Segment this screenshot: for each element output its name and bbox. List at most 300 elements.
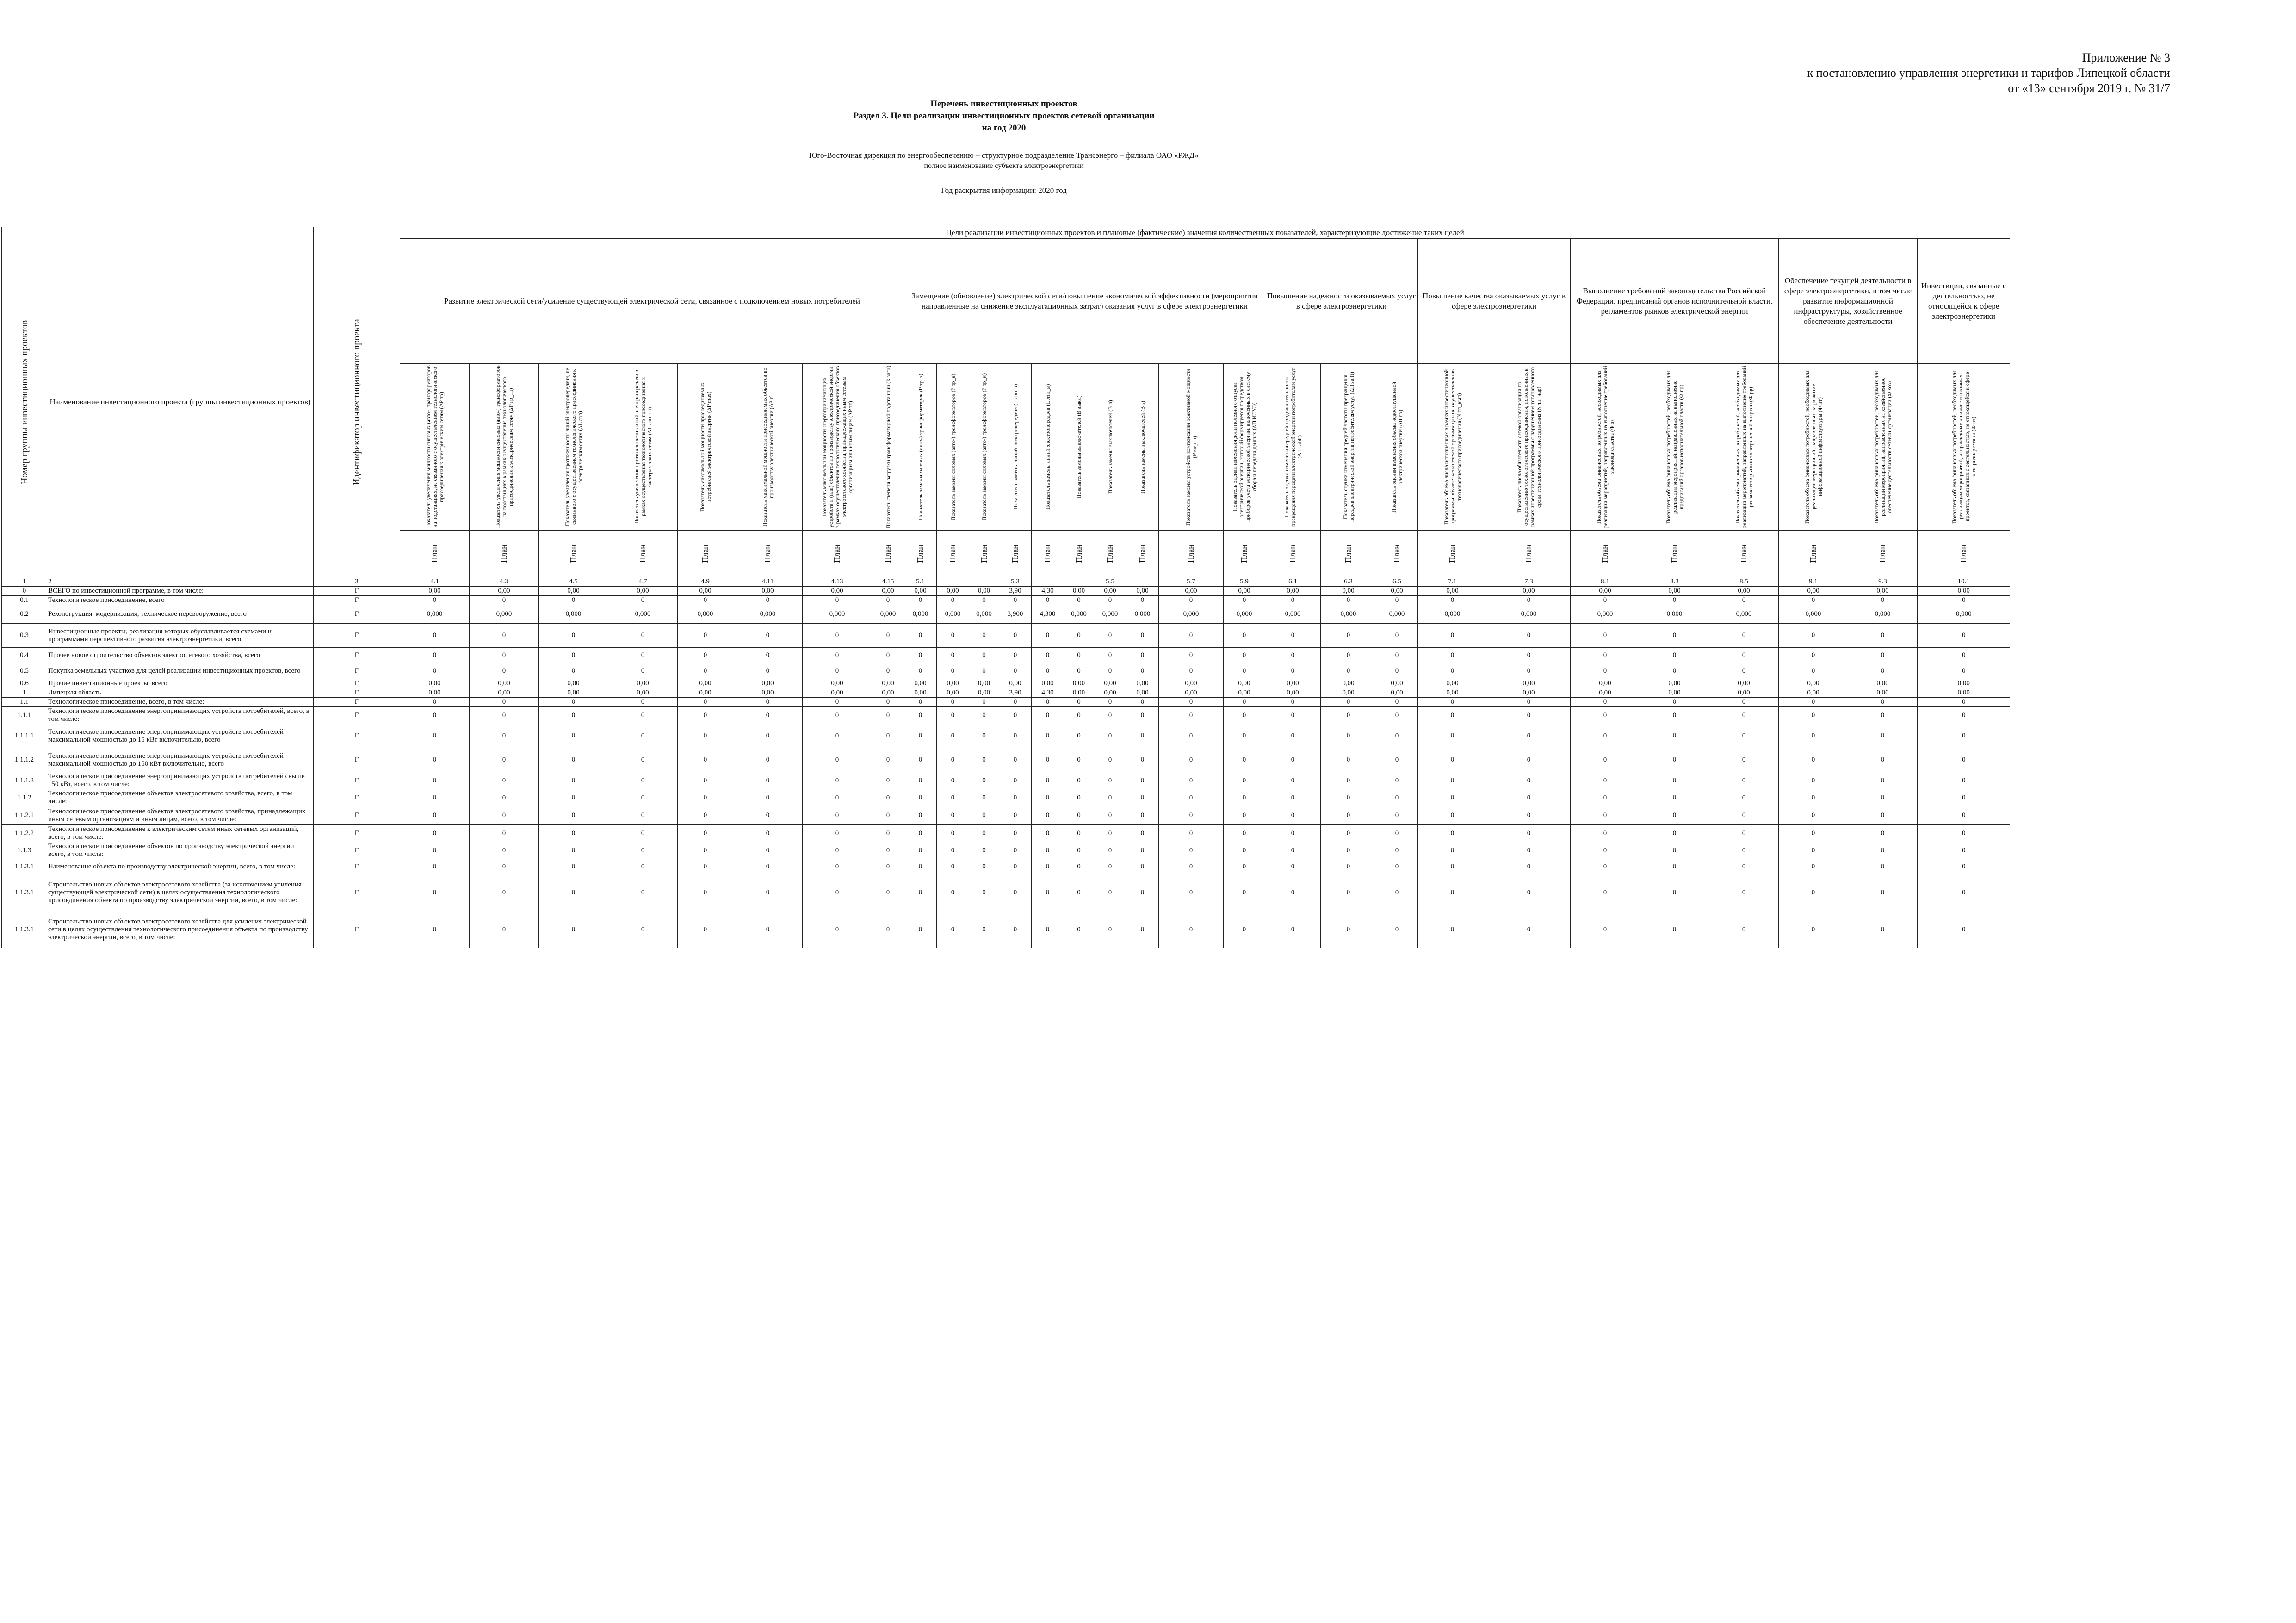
row-value: 0 [1032,806,1064,825]
indicator-header: Показатель оценки изменения доли полезного отпуска электрической энергии, который формируется посредством приборов учета электрической энергии, включенных в систему сбора и передачи данных (ΔП ИСУЭ) [1224,364,1265,531]
row-value: 0 [1321,911,1376,948]
row-value: 0,000 [1918,605,2010,624]
row-value: 0 [1918,724,2010,748]
row-value: 0 [608,663,678,679]
row-value: 0 [1918,911,2010,948]
row-value: 0 [937,874,969,911]
table-row [2,663,2010,679]
indicator-header: Показатель объема финансовых потребностей, необходимых для реализации мероприятий, направленных на выполнение предписаний органов исполнительной власти (Ф пр) [1640,364,1709,531]
row-value: 0 [904,724,937,748]
row-value: 0,00 [1571,688,1640,698]
row-number: 1.1.1.3 [2,772,47,789]
row-value: 0 [1265,842,1321,859]
row-value: 0 [969,748,999,772]
row-value: 0 [1159,596,1224,605]
row-value: 0 [1418,724,1487,748]
row-value: 0 [937,648,969,663]
row-value: 0 [1094,648,1126,663]
row-value: 0 [999,842,1032,859]
row-value: 0 [1265,911,1321,948]
plan-label: План [1918,531,2010,577]
row-value: 0 [937,748,969,772]
row-value: 0 [1571,789,1640,806]
row-value: 0 [1418,842,1487,859]
row-project-id: Г [314,806,400,825]
row-value: 0 [1094,748,1126,772]
row-value: 0 [608,724,678,748]
row-value: 0 [803,772,872,789]
row-value: 0 [904,648,937,663]
row-value: 0 [1224,772,1265,789]
row-value: 0,00 [1709,679,1779,688]
column-number: 4.1 [400,577,470,587]
row-value: 0,00 [400,679,470,688]
row-project-name: Инвестиционные проекты, реализация которых обуславливается схемами и программами перспективного развития электроэнергетики, всего [47,624,314,648]
header-project-name: Наименование инвестиционного проекта (группы инвестиционных проектов) [47,227,314,577]
plan-label: План [470,531,539,577]
column-number: 2 [47,577,314,587]
row-value: 0 [1918,648,2010,663]
row-value: 0 [1848,806,1918,825]
row-value: 0 [539,648,608,663]
row-value: 0 [470,663,539,679]
row-value: 0,00 [539,688,608,698]
plan-label: План [608,531,678,577]
group-legal-requirements: Выполнение требований законодательства Российской Федерации, предписаний органов исполнительной власти, регламентов рынков электрической энергии [1571,239,1779,364]
row-value: 0 [678,911,733,948]
column-number: 1 [2,577,47,587]
row-value: 0 [1376,663,1418,679]
row-value: 0 [1094,596,1126,605]
row-value: 0 [1779,789,1848,806]
row-value: 0 [1126,806,1159,825]
row-value: 0 [1032,789,1064,806]
plan-label: План [1571,531,1640,577]
row-value: 0 [1224,825,1265,842]
row-value: 0,000 [1126,605,1159,624]
row-value: 0 [969,911,999,948]
row-value: 3,900 [999,605,1032,624]
row-value: 0,00 [1265,688,1321,698]
row-value: 0,00 [1779,679,1848,688]
indicator-header: Показатель степени загрузки трансформаторной подстанции (k загр) [872,364,904,531]
row-value: 0 [1848,789,1918,806]
row-value: 0 [1224,911,1265,948]
row-number: 0.2 [2,605,47,624]
row-value: 0 [872,748,904,772]
row-value: 0 [1265,648,1321,663]
row-number: 1.1.1 [2,707,47,724]
row-value: 0 [1640,596,1709,605]
row-value: 0,00 [872,688,904,698]
row-value: 0 [1265,806,1321,825]
plan-label: План [1064,531,1094,577]
row-value: 0,00 [678,688,733,698]
row-value: 0 [400,772,470,789]
row-value: 0 [872,772,904,789]
row-value: 0 [1126,698,1159,707]
row-project-name: Технологическое присоединение энергопринимающих устройств потребителей, всего, в том числе: [47,707,314,724]
row-value: 0 [803,663,872,679]
plan-label: План [904,531,937,577]
row-value: 0 [1779,859,1848,874]
row-number: 1.1.2 [2,789,47,806]
row-value: 0 [1571,911,1640,948]
row-value: 0,00 [1487,688,1571,698]
row-value: 0 [1032,874,1064,911]
row-value: 0 [678,859,733,874]
row-value: 0 [1571,648,1640,663]
row-value: 0 [1779,698,1848,707]
row-value: 0 [999,789,1032,806]
row-value: 0 [1159,648,1224,663]
row-value: 0 [1779,596,1848,605]
row-value: 0 [1571,842,1640,859]
row-value: 0 [1709,806,1779,825]
row-value: 0 [678,789,733,806]
row-number: 1.1 [2,698,47,707]
row-value: 0 [803,825,872,842]
row-value: 0 [1418,911,1487,948]
row-value: 0,00 [904,688,937,698]
row-number: 0 [2,587,47,596]
row-value: 0 [539,596,608,605]
row-value: 0,000 [1159,605,1224,624]
row-value: 0,00 [1848,679,1918,688]
column-number [1126,577,1159,587]
row-value: 0,00 [1779,587,1848,596]
row-value: 0 [872,707,904,724]
row-value: 0 [803,748,872,772]
row-value: 0 [1376,842,1418,859]
row-value: 0,00 [608,688,678,698]
row-value: 0 [1848,772,1918,789]
plan-label: План [1779,531,1848,577]
row-value: 0 [539,663,608,679]
column-number: 6.3 [1321,577,1376,587]
row-value: 0 [400,874,470,911]
row-value: 0 [1159,842,1224,859]
row-value: 0,000 [1321,605,1376,624]
row-value: 0 [1224,707,1265,724]
row-value: 0,00 [1918,587,2010,596]
row-project-name: Технологическое присоединение объектов электросетевого хозяйства, принадлежащих иным сетевым организациям и иным лицам, всего, в том числе: [47,806,314,825]
row-value: 0,00 [470,679,539,688]
row-value: 0 [608,842,678,859]
row-value: 0 [400,789,470,806]
row-value: 0,00 [1224,679,1265,688]
row-value: 0 [1321,707,1376,724]
indicator-header: Показатель объема финансовых потребностей, необходимых для реализации мероприятий, направленных на выполнение требований регламентов рынков электрической энергии (Ф рр) [1709,364,1779,531]
plan-label: План [733,531,803,577]
indicator-header: Показатель замены выключателей (В н) [1094,364,1126,531]
table-row [2,624,2010,648]
row-value: 0 [608,648,678,663]
row-value: 0 [1640,624,1709,648]
row-value: 0 [999,806,1032,825]
column-number: 6.1 [1265,577,1321,587]
row-value: 0 [1709,596,1779,605]
row-value: 0 [904,698,937,707]
row-value: 0 [1032,842,1064,859]
row-value: 0,00 [1848,688,1918,698]
row-value: 0 [904,772,937,789]
column-number: 4.7 [608,577,678,587]
row-value: 0 [1094,707,1126,724]
row-project-name: Реконструкция, модернизация, техническое перевооружение, всего [47,605,314,624]
row-number: 1.1.3.1 [2,911,47,948]
table-row [2,596,2010,605]
row-value: 0,00 [1159,679,1224,688]
row-value: 0 [1418,596,1487,605]
row-value: 0 [999,624,1032,648]
row-value: 0 [1918,842,2010,859]
indicator-header: Показатель числа обязательств сетевой организации по осуществлению технологического присоединения, исполненных в рамках инвестиционной программы с нарушением установленного срока технологического присоединения (N тп_нар) [1487,364,1571,531]
row-value: 0,000 [470,605,539,624]
row-value: 0 [1779,842,1848,859]
row-value: 0,00 [1321,688,1376,698]
row-value: 0 [1418,789,1487,806]
row-value: 0 [999,859,1032,874]
row-value: 0 [1418,748,1487,772]
row-value: 0,00 [733,587,803,596]
row-value: 0 [1918,698,2010,707]
row-value: 0 [1779,624,1848,648]
row-number: 0.6 [2,679,47,688]
row-value: 0 [1265,874,1321,911]
row-value: 0 [1321,772,1376,789]
row-value: 0,00 [539,587,608,596]
row-value: 0,00 [400,688,470,698]
row-value: 0 [1224,789,1265,806]
row-value: 0 [1159,748,1224,772]
indicator-header: Показатель замены силовых (авто-) трансформаторов (Р тр_н) [969,364,999,531]
row-value: 0 [1126,648,1159,663]
row-value: 0 [1376,789,1418,806]
row-number: 1.1.3.1 [2,859,47,874]
table-row [2,842,2010,859]
row-value: 0 [1418,624,1487,648]
row-value: 0 [539,772,608,789]
row-value: 0 [400,806,470,825]
column-numbers-row [2,577,2010,587]
row-value: 0 [1918,663,2010,679]
row-value: 0 [1918,825,2010,842]
row-value: 0,00 [1159,688,1224,698]
row-value: 0,000 [1376,605,1418,624]
row-value: 0 [803,707,872,724]
table-row [2,806,2010,825]
row-project-id: Г [314,596,400,605]
row-value: 0,00 [999,679,1032,688]
row-value: 0 [733,825,803,842]
plan-label: План [1159,531,1224,577]
row-project-name: Технологическое присоединение, всего [47,596,314,605]
indicator-header: Показатель оценки изменения средней продолжительности прекращения передачи электрической энергии потребителям услуг (ΔП saidi) [1265,364,1321,531]
row-value: 0 [1032,698,1064,707]
row-value: 0 [1064,698,1094,707]
row-value: 0 [904,806,937,825]
row-number: 0.4 [2,648,47,663]
row-value: 0 [1064,859,1094,874]
row-value: 0 [1094,663,1126,679]
row-value: 0 [1224,842,1265,859]
row-value: 0 [1224,698,1265,707]
row-value: 0 [1321,874,1376,911]
row-value: 0 [937,789,969,806]
group-network-replacement: Замещение (обновление) электрической сети/повышение экономической эффективности (мероприятия направленные на снижение эксплуатационных затрат) оказания услуг в сфере электроэнергетики [904,239,1265,364]
row-value: 0 [1848,825,1918,842]
row-value: 0,00 [1376,688,1418,698]
row-value: 0,000 [937,605,969,624]
row-value: 0 [1709,789,1779,806]
plan-label: План [1321,531,1376,577]
row-value: 0 [1571,806,1640,825]
row-value: 0 [400,648,470,663]
row-value: 0 [999,911,1032,948]
row-value: 0,00 [1709,587,1779,596]
row-value: 0 [678,698,733,707]
title-line-1: Перечень инвестиционных проектов [930,99,1077,109]
row-value: 0 [969,825,999,842]
row-value: 0 [1064,911,1094,948]
plan-label: План [678,531,733,577]
column-number [1032,577,1064,587]
row-value: 0 [1571,748,1640,772]
row-value: 0 [1848,911,1918,948]
indicator-header: Показатель замены выключателей (В з) [1126,364,1159,531]
row-value: 0 [1094,772,1126,789]
row-value: 0,00 [803,679,872,688]
row-value: 0 [470,748,539,772]
row-value: 0,000 [608,605,678,624]
row-value: 0 [678,772,733,789]
row-value: 0 [1571,724,1640,748]
plan-label: План [999,531,1032,577]
row-value: 0 [539,874,608,911]
row-value: 0 [1487,724,1571,748]
row-value: 0 [999,663,1032,679]
row-value: 0 [937,698,969,707]
row-value: 0 [872,825,904,842]
row-value: 0 [1064,789,1094,806]
row-value: 0 [1126,859,1159,874]
row-value: 0 [539,748,608,772]
row-project-id: Г [314,605,400,624]
row-value: 0 [733,648,803,663]
row-value: 0 [1848,707,1918,724]
row-value: 0 [872,724,904,748]
row-value: 0 [937,772,969,789]
column-number: 5.7 [1159,577,1224,587]
row-value: 0 [1126,624,1159,648]
row-value: 0,000 [1848,605,1918,624]
row-value: 0 [1265,663,1321,679]
row-value: 0,000 [904,605,937,624]
row-value: 0 [1126,748,1159,772]
row-value: 0,000 [1265,605,1321,624]
row-value: 0 [1224,663,1265,679]
row-value: 0 [1032,911,1064,948]
row-project-name: Технологическое присоединение энергопринимающих устройств потребителей максимальной мощностью до 150 кВт включительно, всего [47,748,314,772]
row-value: 0 [539,624,608,648]
row-value: 0 [1848,874,1918,911]
row-value: 0 [999,825,1032,842]
row-value: 0 [733,748,803,772]
indicator-header: Показатель максимальной мощности энергопринимающих устройств и (или) объектов по производству электрической энергии в рамках осуществления технологического присоединения объектов электросетевого хозяйства, принадлежащих иным сетевым организациям или иным лицам (ΔP тп) [803,364,872,531]
row-value: 0 [1779,825,1848,842]
row-value: 0 [969,663,999,679]
row-project-id: Г [314,748,400,772]
row-value: 0 [969,624,999,648]
row-value: 0 [1032,772,1064,789]
row-value: 0 [1265,624,1321,648]
row-value: 0 [1918,772,2010,789]
row-value: 0 [1848,724,1918,748]
row-value: 0 [1418,648,1487,663]
row-value: 0 [733,874,803,911]
row-value: 0 [1321,825,1376,842]
row-value: 0 [872,648,904,663]
row-value: 0 [1265,698,1321,707]
row-project-name: Прочее новое строительство объектов электросетевого хозяйства, всего [47,648,314,663]
row-value: 0 [1265,859,1321,874]
row-value: 0 [1159,724,1224,748]
row-value: 0 [608,624,678,648]
row-value: 0 [1126,874,1159,911]
appendix-date: от «13» сентября 2019 г. № 31/7 [2008,81,2170,95]
row-value: 0 [999,596,1032,605]
column-number: 5.5 [1094,577,1126,587]
row-value: 0,00 [1779,688,1848,698]
table-row [2,825,2010,842]
row-value: 0 [803,596,872,605]
row-value: 0 [1709,772,1779,789]
document-titles [0,98,2008,196]
row-value: 0 [400,842,470,859]
column-number [1064,577,1094,587]
row-value: 0 [1064,806,1094,825]
table-row [2,688,2010,698]
row-value: 0 [1064,748,1094,772]
row-value: 0,00 [539,679,608,688]
row-value: 0 [999,772,1032,789]
row-value: 0,00 [1918,688,2010,698]
row-number: 0.1 [2,596,47,605]
row-value: 0 [1779,911,1848,948]
indicator-header: Показатель увеличения протяженности линий электропередачи, не связанного с осуществлением технологического присоединения к электрическим сетям (ΔL лэп) [539,364,608,531]
row-value: 0 [1640,772,1709,789]
row-value: 0 [1376,648,1418,663]
row-value: 0 [470,724,539,748]
row-value: 0 [1094,842,1126,859]
row-value: 0 [733,842,803,859]
row-value: 0 [1224,748,1265,772]
row-number: 1.1.1.1 [2,724,47,748]
row-value: 0 [678,825,733,842]
row-value: 0,00 [1265,679,1321,688]
indicator-header: Показатель объема финансовых потребностей, необходимых для реализации мероприятий, направленных на хозяйственное обеспечение деятельности сетевой организации (Ф хоз) [1848,364,1918,531]
row-value: 0 [1487,772,1571,789]
row-value: 0 [608,596,678,605]
row-number: 1 [2,688,47,698]
header-project-id: Идентификатор инвестиционного проекта [314,227,400,577]
row-value: 0 [904,748,937,772]
row-value: 0 [1640,663,1709,679]
row-value: 0,00 [733,679,803,688]
indicator-header: Показатель оценки изменения объема недоотпущенной электрической энергии (ΔП пэ) [1376,364,1418,531]
table-row [2,748,2010,772]
